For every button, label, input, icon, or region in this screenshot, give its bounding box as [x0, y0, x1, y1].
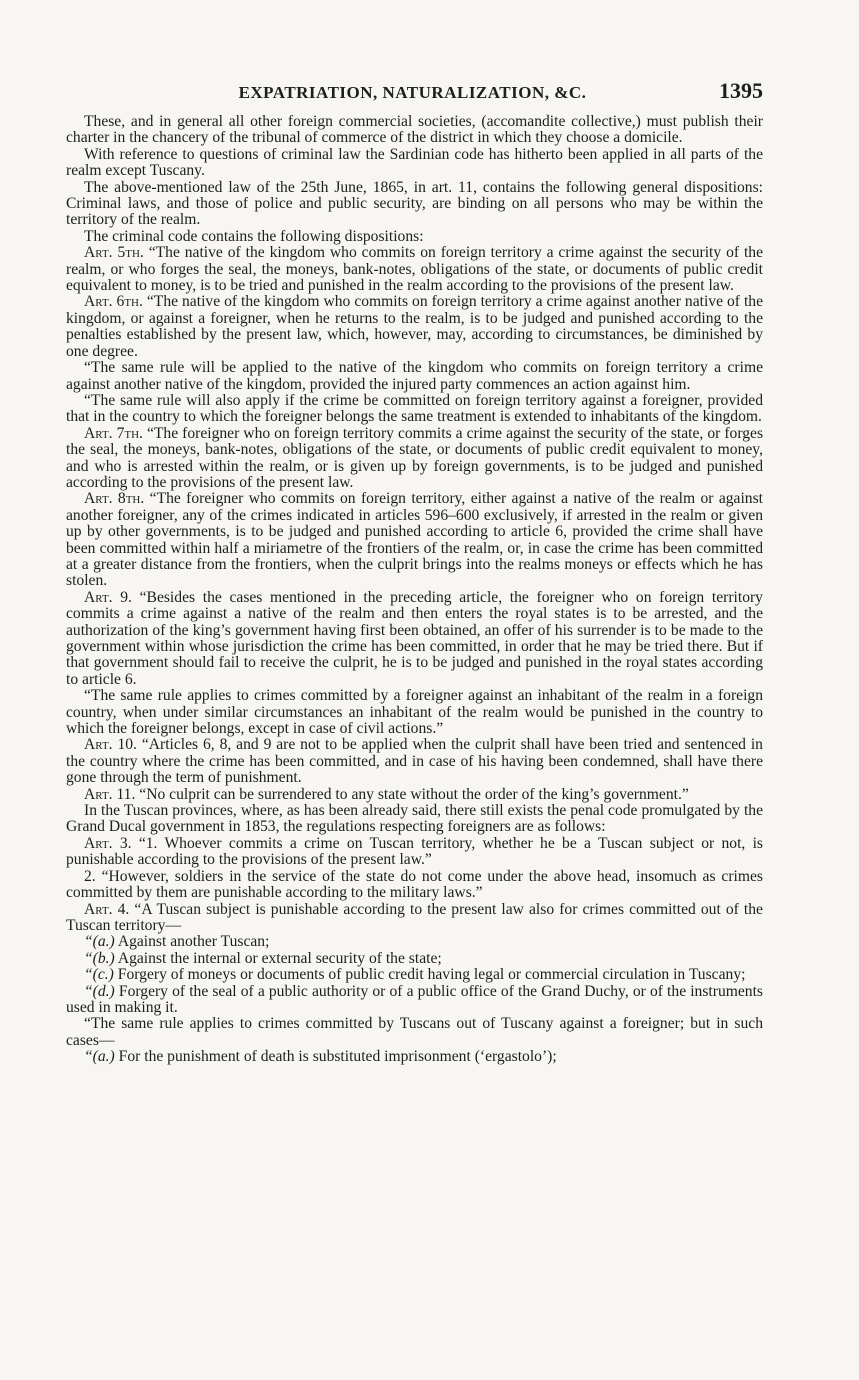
paragraph-text: These, and in general all other foreign commercial societies, (accomandite collective,) must publish their charter in the chancery of the tribunal of commerce of the district in which they choose a domicile.	[66, 113, 763, 147]
page-header	[66, 78, 763, 104]
paragraph-text: “1. Whoever commits a crime on Tuscan territory, whether he be a Tuscan subject or not, is punishable according to the provisions of the present law.”	[66, 834, 763, 869]
paragraph-text: For the punishment of death is substituted imprisonment (‘ergastolo’);	[118, 1048, 557, 1066]
paragraph	[66, 984, 763, 1017]
running-title: EXPATRIATION, NATURALIZATION, &C.	[238, 83, 587, 102]
paragraph	[66, 787, 763, 803]
body-text	[66, 114, 763, 1066]
paragraph	[66, 229, 763, 245]
paragraph	[66, 836, 763, 869]
paragraph-text: “The foreigner who commits on foreign territory, either against a native of the realm or against another foreigner, any of the crimes indicated in articles 596–600 exclusively, if arrested in the realm or given up by other governments, is to be judged and punished according to article 6, provided the crime shall have been committed within half a miriametre of the frontiers of the realm, or, in case the crime has been committed at a greater distance from the frontiers, when the culprit brings into the realms moneys or effects which he has stolen.	[66, 490, 763, 590]
list-marker: “(c.)	[84, 966, 114, 984]
paragraph	[66, 951, 763, 967]
paragraph-text: Forgery of the seal of a public authority or of a public office of the Grand Duchy, or of the instruments used in making it.	[66, 982, 763, 1016]
paragraph-text: Against the internal or external security of the state;	[117, 949, 442, 967]
list-marker: “(b.)	[84, 949, 115, 967]
article-label: Art. 10.	[84, 736, 137, 754]
paragraph-text: 2. “However, soldiers in the service of the state do not come under the above head, insomuch as crimes committed by them are punishable according to the military laws.”	[66, 867, 763, 902]
paragraph-text: In the Tuscan provinces, where, as has been already said, there still exists the penal code promulgated by the Grand Ducal government in 1853, the regulations respecting foreigners are as follows:	[66, 802, 763, 836]
paragraph	[66, 902, 763, 935]
paragraph	[66, 590, 763, 688]
paragraph-text: “The same rule will be applied to the native of the kingdom who commits on foreign territory a crime against another native of the kingdom, provided the injured party commences an action against him.	[66, 359, 763, 393]
article-label: Art. 4.	[84, 900, 130, 918]
article-label: Art. 7th.	[84, 424, 143, 442]
paragraph-text: “A Tuscan subject is punishable according to the present law also for crimes committed out of the Tuscan territory—	[66, 900, 763, 934]
list-marker: “(a.)	[84, 933, 115, 951]
paragraph	[66, 360, 763, 393]
paragraph	[66, 393, 763, 426]
paragraph	[66, 426, 763, 492]
paragraph	[66, 491, 763, 589]
paragraph	[66, 869, 763, 902]
paragraph-text: “The foreigner who on foreign territory commits a crime against the security of the state, or forges the seal, the moneys, bank-notes, obligations of the state, or documents of public credit equivalent to money, and who is arrested within the realm, or is given up by foreign governments, is to be judged and punished according to the provisions of the present law.	[66, 424, 764, 491]
paragraph-text: The criminal code contains the following dispositions:	[84, 227, 424, 245]
paragraph-text: “Besides the cases mentioned in the preceding article, the foreigner who on foreign territory commits a crime against a native of the realm and then enters the royal states is to be arrested, and the authorization of the king’s government having first been obtained, an offer of his surrender is to be made to the government within whose jurisdiction the crime has been committed, in order that he may be tried there. But if that government should fail to receive the culprit, he is to be judged and punished in the royal states according to article 6.	[66, 588, 763, 688]
paragraph	[66, 737, 763, 786]
paragraph	[66, 147, 763, 180]
paragraph	[66, 803, 763, 836]
paragraph-text: “No culprit can be surrendered to any state without the order of the king’s government.”	[139, 785, 689, 803]
article-label: Art. 6th.	[84, 293, 143, 311]
paragraph	[66, 688, 763, 737]
paragraph-text: “The native of the kingdom who commits on foreign territory a crime against the security of the realm, or who forges the seal, the moneys, bank-notes, obligations of the state, or documents of public credit equivalent to money, is to be tried and punished in the realm according to the provisions of the present law.	[66, 244, 763, 295]
page-number: 1395	[719, 78, 763, 103]
paragraph	[66, 1049, 763, 1065]
article-label: Art. 9.	[84, 588, 132, 606]
article-label: Art. 8th.	[84, 490, 145, 508]
paragraph-text: “The same rule applies to crimes committed by a foreigner against an inhabitant of the realm in a foreign country, when under similar circumstances an inhabitant of the realm would be punished in the country to which the foreigner belongs, except in case of civil actions.”	[66, 687, 763, 738]
list-marker: “(d.)	[84, 982, 115, 1000]
paragraph	[66, 114, 763, 147]
paragraph-text: “The same rule will also apply if the crime be committed on foreign territory against a foreigner, provided that in the country to which the foreigner belongs the same treatment is extended to inhabitants of the kingdom.	[66, 391, 763, 426]
list-marker: “(a.)	[84, 1048, 115, 1066]
paragraph-text: “Articles 6, 8, and 9 are not to be applied when the culprit shall have been tried and sentenced in the country where the crime has been committed, and in case of his having been condemned, shall have there gone through the term of punishment.	[66, 736, 763, 787]
article-label: Art. 5th.	[84, 244, 144, 262]
paragraph-text: Forgery of moneys or documents of public credit having legal or commercial circulation in Tuscany;	[117, 966, 746, 984]
paragraph	[66, 934, 763, 950]
paragraph-text: With reference to questions of criminal law the Sardinian code has hitherto been applied in all parts of the realm except Tuscany.	[66, 145, 763, 180]
paragraph	[66, 294, 763, 360]
paragraph-text: “The native of the kingdom who commits on foreign territory a crime against another native of the kingdom, or against a foreigner, when he returns to the realm, is to be judged and punished according to the penalties established by the present law, which, however, may, according to circumstances, be diminished by one degree.	[66, 293, 763, 360]
paragraph	[66, 180, 763, 229]
article-label: Art. 11.	[84, 785, 136, 803]
paragraph	[66, 967, 763, 983]
article-label: Art. 3.	[84, 834, 132, 852]
paragraph	[66, 1016, 763, 1049]
paragraph-text: The above-mentioned law of the 25th June, 1865, in art. 11, contains the following general dispositions: Criminal laws, and those of police and public security, are binding on all persons who may be within the territory of the realm.	[66, 178, 763, 229]
paragraph-text: “The same rule applies to crimes committed by Tuscans out of Tuscany against a foreigner; but in such cases—	[66, 1015, 763, 1049]
paragraph	[66, 245, 763, 294]
paragraph-text: Against another Tuscan;	[117, 933, 270, 951]
